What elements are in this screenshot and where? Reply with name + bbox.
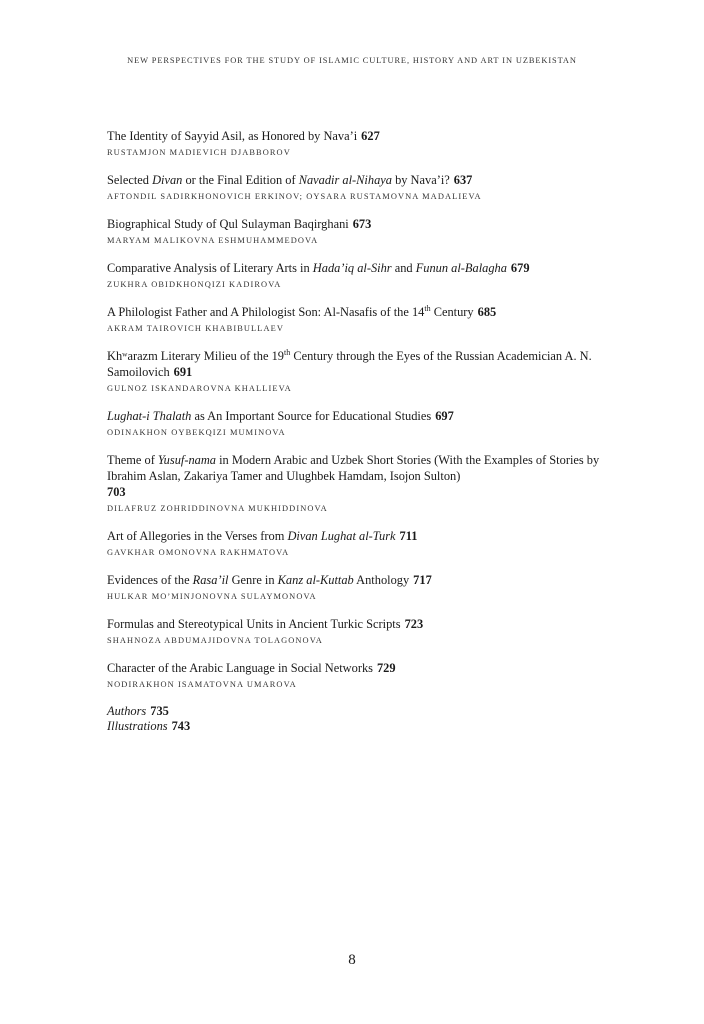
entry-title-italic: Lughat-i Thalath bbox=[107, 409, 192, 423]
entry-author: AKRAM TAIROVICH KHABIBULLAEV bbox=[107, 324, 284, 333]
entry-page-number: 711 bbox=[399, 529, 418, 543]
back-matter-page-number: 743 bbox=[171, 719, 191, 733]
running-head bbox=[0, 55, 704, 65]
entry-title-part: or the Final Edition of bbox=[182, 173, 299, 187]
entry-author: SHAHNOZA ABDUMAJIDOVNA TOLAGONOVA bbox=[107, 636, 323, 645]
entry-title-part: Character of the Arabic Language in Social Networks bbox=[107, 661, 373, 675]
entry-title bbox=[107, 348, 602, 380]
entry-title-italic: Navadir al-Nihaya bbox=[298, 173, 392, 187]
entry-page-number: 673 bbox=[352, 217, 372, 231]
toc-entry bbox=[107, 128, 602, 158]
entry-title-part: Theme of bbox=[107, 453, 158, 467]
entry-title-part: in Modern Arabic and Uzbek Short Stories (With the Examples of Stories by Ibrahim Aslan, Zakariya Tamer and Ulughbek Hamdam, Isojon Sulton) bbox=[107, 453, 600, 483]
entry-author: NODIRAKHON ISAMATOVNA UMAROVA bbox=[107, 680, 297, 689]
entry-title bbox=[107, 260, 602, 276]
entry-author: AFTONDIL SADIRKHONOVICH ERKINOV; OYSARA RUSTAMOVNA MADALIEVA bbox=[107, 192, 482, 201]
entry-title-italic: Hada’iq al-Sihr bbox=[312, 261, 392, 275]
entry-title-part: th bbox=[284, 347, 291, 357]
back-matter-label: Illustrations bbox=[107, 719, 168, 733]
page-number: 8 bbox=[348, 952, 356, 968]
back-matter-entry bbox=[107, 719, 602, 734]
entry-title-part: A Philologist Father and A Philologist Son: Al-Nasafis of the 14 bbox=[107, 305, 425, 319]
entry-title-italic: Divan Lughat al-Turk bbox=[287, 529, 396, 543]
toc-entry bbox=[107, 660, 602, 690]
entry-page-number: 723 bbox=[404, 617, 424, 631]
toc-entry bbox=[107, 348, 602, 394]
entry-author: ODINAKHON OYBEKQIZI MUMINOVA bbox=[107, 428, 286, 437]
entry-title-part: The Identity of Sayyid Asil, as Honored by Nava’i bbox=[107, 129, 358, 143]
entry-title bbox=[107, 304, 602, 320]
entry-title-part: Century through the Eyes of the Russian Academician A. N. Samoilovich bbox=[107, 349, 592, 379]
entry-title bbox=[107, 408, 602, 424]
entry-page-number: 685 bbox=[477, 305, 497, 319]
entry-title-part: Genre in bbox=[228, 573, 278, 587]
entry-title bbox=[107, 660, 602, 676]
entry-title bbox=[107, 128, 602, 144]
entry-title bbox=[107, 216, 602, 232]
entry-page-number: 717 bbox=[413, 573, 432, 587]
entry-author: MARYAM MALIKOVNA ESHMUHAMMEDOVA bbox=[107, 236, 319, 245]
entry-title-italic: Kanz al-Kuttab bbox=[277, 573, 354, 587]
entry-author: ZUKHRA OBIDKHONQIZI KADIROVA bbox=[107, 280, 282, 289]
entry-author: DILAFRUZ ZOHRIDDINOVNA MUKHIDDINOVA bbox=[107, 504, 328, 513]
entry-title-italic: Divan bbox=[152, 173, 183, 187]
entry-title-part: Selected bbox=[107, 173, 153, 187]
toc-entry bbox=[107, 616, 602, 646]
back-matter-page-number: 735 bbox=[150, 704, 169, 718]
entry-page-number: 697 bbox=[435, 409, 454, 423]
entry-title-part: Comparative Analysis of Literary Arts in bbox=[107, 261, 313, 275]
entry-title-part: Evidences of the bbox=[107, 573, 193, 587]
entry-title-part: Century bbox=[430, 305, 474, 319]
entry-title bbox=[107, 616, 602, 632]
entry-title-italic: Yusuf-nama bbox=[157, 453, 216, 467]
back-matter-entry bbox=[107, 704, 602, 719]
back-matter-label: Authors bbox=[107, 704, 147, 718]
toc-entry bbox=[107, 572, 602, 602]
entry-page-number: 627 bbox=[361, 129, 380, 143]
entry-title-part: Biographical Study of Qul Sulayman Baqirghani bbox=[107, 217, 349, 231]
entry-title-part: Art of Allegories in the Verses from bbox=[107, 529, 288, 543]
entry-title-part: Anthology bbox=[353, 573, 410, 587]
entry-author: GAVKHAR OMONOVNA RAKHMATOVA bbox=[107, 548, 290, 557]
entry-page-number: 729 bbox=[376, 661, 396, 675]
toc-entry bbox=[107, 260, 602, 290]
toc-entry bbox=[107, 528, 602, 558]
entry-title-part: Khʷarazm Literary Milieu of the 19 bbox=[107, 349, 284, 363]
entry-title bbox=[107, 452, 602, 500]
entry-title-part: by Nava’i? bbox=[391, 173, 450, 187]
running-head-text: NEW PERSPECTIVES FOR THE STUDY OF ISLAMIC CULTURE, HISTORY AND ART IN UZBEKISTAN bbox=[127, 56, 577, 65]
entry-author: GULNOZ ISKANDAROVNA KHALLIEVA bbox=[107, 384, 292, 393]
entry-title bbox=[107, 528, 602, 544]
entry-title-italic: Funun al-Balagha bbox=[415, 261, 507, 275]
entry-title bbox=[107, 572, 602, 588]
entry-title-part: as An Important Source for Educational Studies bbox=[191, 409, 432, 423]
entry-page-number: 691 bbox=[173, 365, 193, 379]
entry-page-number: 637 bbox=[453, 173, 473, 187]
entry-title-part: th bbox=[424, 303, 431, 313]
entry-title-italic: Rasa’il bbox=[192, 573, 229, 587]
entry-author: RUSTAMJON MADIEVICH DJABBOROV bbox=[107, 148, 291, 157]
entry-title-part: Formulas and Stereotypical Units in Ancient Turkic Scripts bbox=[107, 617, 401, 631]
table-of-contents bbox=[107, 128, 602, 734]
entry-page-number: 703 bbox=[107, 485, 126, 499]
entry-author: HULKAR MO’MINJONOVNA SULAYMONOVA bbox=[107, 592, 317, 601]
toc-entry bbox=[107, 408, 602, 438]
toc-entry bbox=[107, 452, 602, 514]
toc-entry bbox=[107, 172, 602, 202]
entry-page-number: 679 bbox=[510, 261, 530, 275]
entry-title bbox=[107, 172, 602, 188]
toc-entry bbox=[107, 304, 602, 334]
entry-title-part: and bbox=[391, 261, 416, 275]
toc-entry bbox=[107, 216, 602, 246]
